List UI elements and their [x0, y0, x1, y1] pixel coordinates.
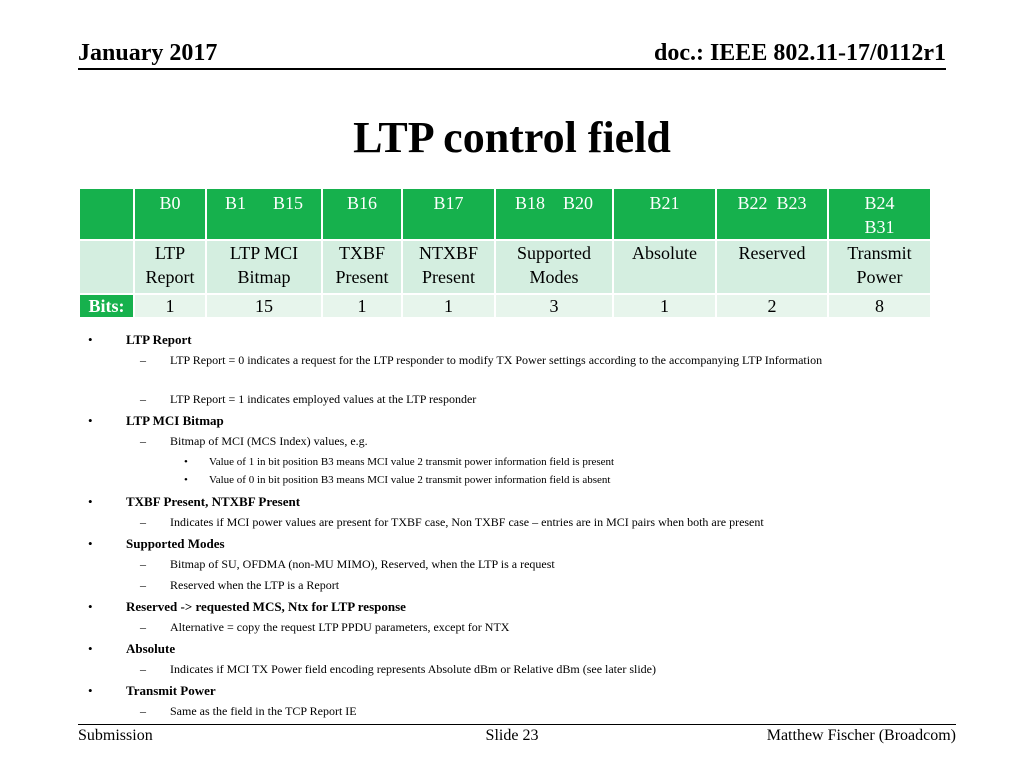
- sub-bullet-item: • Value of 1 in bit position B3 means MCI value 2 transmit power information field is present: [88, 453, 948, 471]
- bits-row: [79, 294, 931, 318]
- bullet-heading: • Reserved -> requested MCS, Ntx for LTP response: [88, 597, 948, 618]
- bit-pos-b16: B16: [322, 188, 402, 240]
- bit-pos-b18-b20: B18 B20: [495, 188, 613, 240]
- dash-icon: –: [140, 434, 146, 448]
- bullet-icon: •: [88, 494, 93, 509]
- bullet-item: – LTP Report = 1 indicates employed values at the LTP responder: [140, 392, 477, 406]
- field-absolute: Absolute: [613, 240, 716, 294]
- bullet-item: – Indicates if MCI power values are present for TXBF case, Non TXBF case – entries are in MCI pairs when both are present: [140, 515, 764, 529]
- bit-pos-b0: B0: [134, 188, 206, 240]
- header-doc-id: doc.: IEEE 802.11-17/0112r1: [653, 40, 946, 66]
- field-supported-modes: Supported Modes: [495, 240, 613, 294]
- dash-icon: –: [140, 620, 146, 634]
- bullet-icon: •: [184, 474, 188, 486]
- bits-value: 1: [134, 294, 206, 318]
- bit-position-row: [79, 188, 931, 240]
- footer-submission: Submission: [78, 727, 153, 744]
- bullet-icon: •: [88, 683, 93, 698]
- bits-value: 3: [495, 294, 613, 318]
- bullet-heading: • LTP MCI Bitmap: [88, 411, 948, 432]
- field-ltp-report: LTP Report: [134, 240, 206, 294]
- bit-pos-b1-b15: B1 B15: [206, 188, 322, 240]
- footer-author: Matthew Fischer (Broadcom): [766, 727, 956, 744]
- bits-label: Bits:: [79, 294, 134, 318]
- bit-pos-b17: B17: [402, 188, 495, 240]
- bullet-item: – Bitmap of SU, OFDMA (non-MU MIMO), Reserved, when the LTP is a request: [140, 557, 555, 571]
- bit-pos-b24-b31: B24 B31: [828, 188, 931, 240]
- bullet-item: – Reserved when the LTP is a Report: [140, 578, 340, 592]
- ltp-control-field-table: [78, 187, 932, 319]
- bits-value: 1: [613, 294, 716, 318]
- header-divider: [78, 68, 946, 70]
- bullet-icon: •: [88, 536, 93, 551]
- dash-icon: –: [140, 557, 146, 571]
- header-date: January 2017: [78, 40, 218, 66]
- dash-icon: –: [140, 578, 146, 592]
- bullet-heading: • Absolute: [88, 639, 948, 660]
- field-ltp-mci-bitmap: LTP MCI Bitmap: [206, 240, 322, 294]
- bits-value: 8: [828, 294, 931, 318]
- bits-value: 2: [716, 294, 828, 318]
- footer-slide-number: Slide 23: [485, 727, 539, 744]
- bullet-item: – Alternative = copy the request LTP PPDU parameters, except for NTX: [140, 620, 510, 634]
- bullet-heading: • Supported Modes: [88, 534, 948, 555]
- dash-icon: –: [140, 662, 146, 676]
- dash-icon: –: [140, 392, 146, 406]
- bullet-heading: • LTP Report: [88, 330, 948, 351]
- bits-value: 15: [206, 294, 322, 318]
- bullet-item: – Bitmap of MCI (MCS Index) values, e.g.: [140, 434, 368, 448]
- field-description-list: [88, 330, 948, 723]
- sub-bullet-item: • Value of 0 in bit position B3 means MCI value 2 transmit power information field is absent: [88, 471, 948, 489]
- bits-value: 1: [322, 294, 402, 318]
- name-cell-blank: [79, 240, 134, 294]
- bullet-item: – LTP Report = 0 indicates a request for the LTP responder to modify TX Power settings according to the accompanying LTP Information: [140, 353, 823, 367]
- bits-value: 1: [402, 294, 495, 318]
- bullet-icon: •: [88, 641, 93, 656]
- field-txbf-present: TXBF Present: [322, 240, 402, 294]
- slide-title: LTP control field: [353, 113, 671, 162]
- bullet-icon: •: [88, 332, 93, 347]
- field-name-row: [79, 240, 931, 294]
- field-reserved: Reserved: [716, 240, 828, 294]
- dash-icon: –: [140, 515, 146, 529]
- bullet-heading: • TXBF Present, NTXBF Present: [88, 492, 948, 513]
- bullet-icon: •: [184, 456, 188, 468]
- field-ntxbf-present: NTXBF Present: [402, 240, 495, 294]
- bit-pos-b22-b23: B22 B23: [716, 188, 828, 240]
- dash-icon: –: [140, 353, 146, 367]
- bullet-item: – Same as the field in the TCP Report IE: [140, 704, 357, 718]
- bullet-icon: •: [88, 599, 93, 614]
- header-cell-blank: [79, 188, 134, 240]
- bullet-icon: •: [88, 413, 93, 428]
- bit-pos-b21: B21: [613, 188, 716, 240]
- dash-icon: –: [140, 704, 146, 718]
- footer-divider: [78, 724, 956, 725]
- bullet-item: – Indicates if MCI TX Power field encoding represents Absolute dBm or Relative dBm (see later slide): [140, 662, 656, 676]
- field-transmit-power: Transmit Power: [828, 240, 931, 294]
- bullet-heading: • Transmit Power: [88, 681, 948, 702]
